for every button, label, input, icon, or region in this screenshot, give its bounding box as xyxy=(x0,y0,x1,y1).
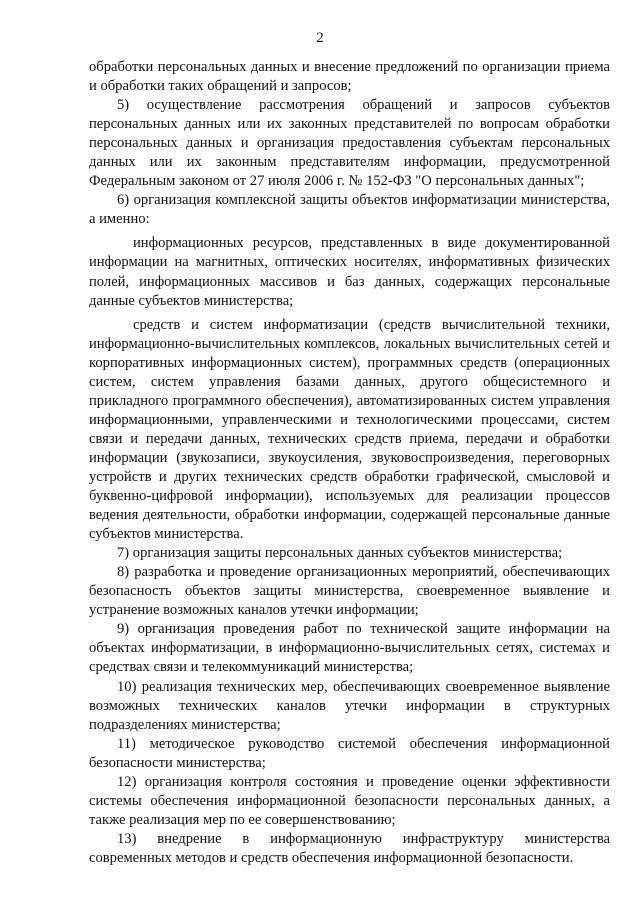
paragraph-item-9: 9) организация проведения работ по технической защите информации на объектах информатизации, в информационно-вычислительных сетях, системах и средствах связи и телекоммуникаций министерства; xyxy=(89,621,610,676)
paragraph-continuation: обработки персональных данных и внесение предложений по организации приема и обработки таких обращений и запросов; xyxy=(89,59,610,95)
paragraph-item-13: 13) внедрение в информационную инфраструктуру министерства современных методов и средств обеспечения информационной безопасности. xyxy=(89,830,610,866)
page-number: 2 xyxy=(316,30,324,46)
document-body xyxy=(89,58,610,868)
paragraph-item-8: 8) разработка и проведение организационных мероприятий, обеспечивающих безопасность объектов защиты министерства, своевременное выявление и устранение возможных каналов утечки информации; xyxy=(89,564,610,619)
paragraph-information-resources: информационных ресурсов, представленных в виде документированной информации на магнитных, оптических носителях, информативных физических полей, информационных массивов и баз данных, содержащих персональные данные субъектов министерства; xyxy=(89,235,610,309)
paragraph-item-7: 7) организация защиты персональных данных субъектов министерства; xyxy=(117,545,563,562)
paragraph-item-12: 12) организация контроля состояния и проведение оценки эффективности системы обеспечения информационной безопасности персональных данных, а также реализация мер по ее совершенствованию; xyxy=(89,773,610,828)
paragraph-item-5: 5) осуществление рассмотрения обращений и запросов субъектов персональных данных или их законных представителей по вопросам обработки персональных данных и организация предоставления субъектам персональных данных или их законным представителям информации, предусмотренной Федеральным законом от 27 июля 2006 г. № 152-ФЗ "О персональных данных"; xyxy=(89,97,610,190)
paragraph-item-6: 6) организация комплексной защиты объектов информатизации министерства, а именно: xyxy=(89,192,610,228)
paragraph-item-11: 11) методическое руководство системой обеспечения информационной безопасности министерства; xyxy=(89,735,610,771)
paragraph-item-10: 10) реализация технических мер, обеспечивающих своевременное выявление возможных технических каналов утечки информации в структурных подразделениях министерства; xyxy=(89,678,610,733)
paragraph-informatization-means: средств и систем информатизации (средств вычислительной техники, информационно-вычислительных комплексов, локальных вычислительных сетей и корпоративных информационных систем), программных средств (операционных систем, систем управления базами данных, другого общесистемного и прикладного программного обеспечения), автоматизированных систем управления информационными, управленческими и технологическими процессами, систем связи и передачи данных, технических средств приема, передачи и обработки информации (звукозаписи, звукоусиления, звуковоспроизведения, переговорных устройств и других технических средств обработки графической, смысловой и буквенно-цифровой информации), используемых для реализации процессов ведения деятельности, обработки информации, содержащей персональные данные субъектов министерства. xyxy=(89,316,610,543)
